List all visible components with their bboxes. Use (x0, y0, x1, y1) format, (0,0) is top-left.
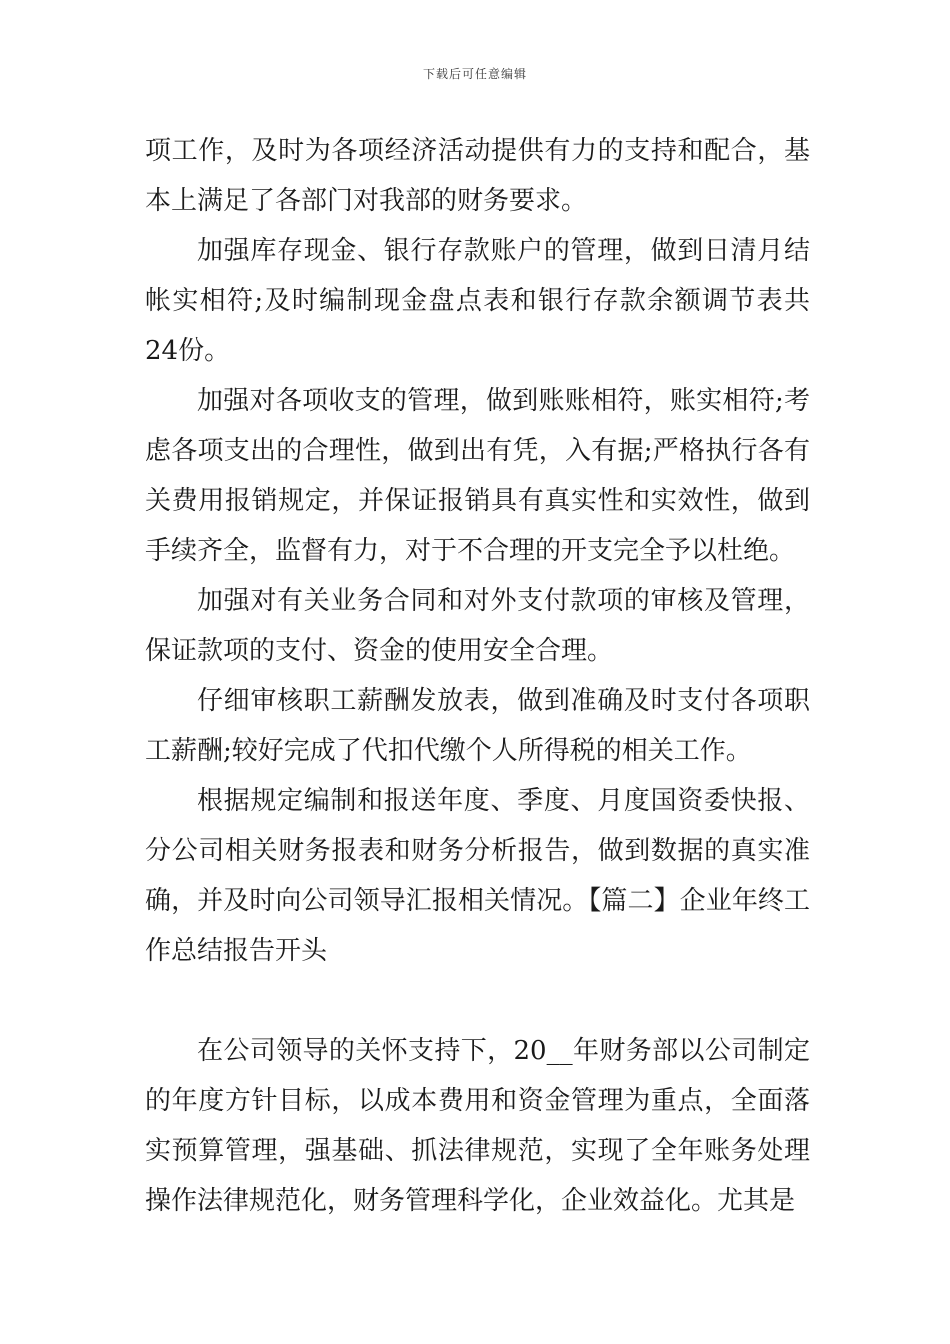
paragraph-payroll: 仔细审核职工薪酬发放表，做到准确及时支付各项职工薪酬;较好完成了代扣代缴个人所得税的相关工作。 (145, 686, 810, 766)
paragraph-spacer (145, 976, 810, 1026)
page-header: 下载后可任意编辑 (422, 67, 527, 81)
paragraph-expense-management: 加强对各项收支的管理，做到账账相符，账实相符;考虑各项支出的合理性，做到出有凭，入有据;严格执行各有关费用报销规定，并保证报销具有真实性和实效性，做到手续齐全，监督有力，对于不合理的开支完全予以杜绝。 (145, 386, 810, 566)
paragraph-contract-review: 加强对有关业务合同和对外支付款项的审核及管理，保证款项的支付、资金的使用安全合理。 (145, 586, 810, 666)
paragraph-intro-section-two: 在公司领导的关怀支持下，20__年财务部以公司制定的年度方针目标，以成本费用和资金管理为重点，全面落实预算管理，强基础、抓法律规范，实现了全年账务处理操作法律规范化，财务管理科学化，企业效益化。尤其是 (145, 1036, 810, 1216)
paragraph-continuation: 项工作，及时为各项经济活动提供有力的支持和配合，基本上满足了各部门对我部的财务要求。 (145, 136, 810, 216)
document-body (145, 126, 810, 1226)
paragraph-cash-management: 加强库存现金、银行存款账户的管理，做到日清月结帐实相符;及时编制现金盘点表和银行存款余额调节表共24份。 (145, 236, 810, 366)
paragraph-reporting: 根据规定编制和报送年度、季度、月度国资委快报、分公司相关财务报表和财务分析报告，做到数据的真实准确，并及时向公司领导汇报相关情况。【篇二】企业年终工作总结报告开头 (145, 786, 810, 966)
